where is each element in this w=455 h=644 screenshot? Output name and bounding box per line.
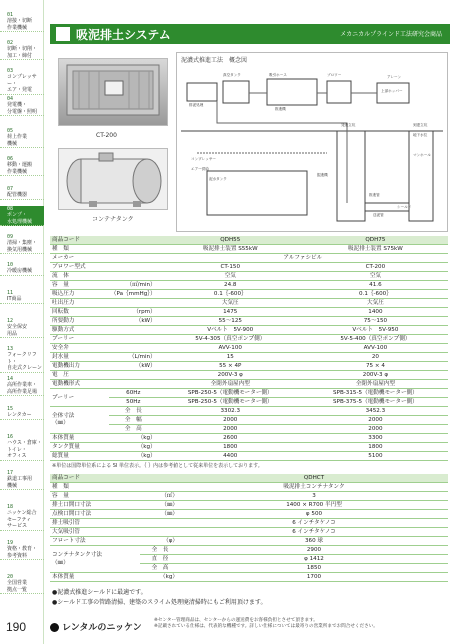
table-cell: SPB-375-5（電動機モーター側） xyxy=(303,398,448,407)
row-unit: 全 幅 xyxy=(109,416,158,425)
row-label: タンク質量 xyxy=(50,443,109,452)
row-label: 点検口開口寸法 xyxy=(50,510,140,519)
company-logo xyxy=(50,620,142,633)
table-cell: 吸泥排土装置 S55kW xyxy=(158,245,303,254)
row-label: 排土吸引管 xyxy=(50,519,140,528)
row-unit: （kg） xyxy=(140,573,180,582)
table-cell: φ 500 xyxy=(180,510,448,519)
diagram-label: 推進機 xyxy=(275,107,286,111)
sidebar-item-18[interactable] xyxy=(0,504,44,531)
diagram-label: コンプレッサー xyxy=(191,157,216,161)
sidebar-item-label: ニッケン総合 セーフティ サービス xyxy=(7,510,37,530)
table-row xyxy=(50,573,448,582)
table-row xyxy=(50,528,448,537)
sidebar-item-number: 06 xyxy=(7,156,14,162)
table-cell: 75～150 xyxy=(303,317,448,326)
table-cell: 空気 xyxy=(303,272,448,281)
table-cell: 全閉外扇屋内型 xyxy=(158,380,303,389)
table-row xyxy=(50,344,448,353)
sidebar-item-number: 08 xyxy=(7,206,14,212)
row-unit: （kg） xyxy=(109,443,158,452)
diagram-label: 真空タンク xyxy=(223,73,241,77)
sidebar-item-13[interactable] xyxy=(0,346,44,373)
table-cell: 6 インチタケノコ xyxy=(180,519,448,528)
sidebar-item-number: 13 xyxy=(7,346,14,352)
table-row xyxy=(50,407,448,416)
row-label: 電 圧 xyxy=(50,371,109,380)
table-cell: 吸泥排土装置 S75kW xyxy=(303,245,448,254)
table-row xyxy=(50,362,448,371)
diagram-label: 送泥管 xyxy=(373,213,384,217)
sidebar-item-label: 切断・切削・ 加工・締付 xyxy=(7,46,38,59)
row-label: 所要動力 xyxy=(50,317,109,326)
ct200-caption: CT-200 xyxy=(96,132,117,139)
sidebar-item-label: 資格・教育・ 参考資料 xyxy=(7,546,38,559)
row-label: 流 体 xyxy=(50,272,109,281)
table-row xyxy=(50,308,448,317)
sidebar-item-label: 安全保安 用品 xyxy=(7,324,28,337)
row-label: 駆動方式 xyxy=(50,326,109,335)
sidebar-item-02[interactable] xyxy=(0,40,44,60)
logo-mark-icon xyxy=(50,623,59,632)
table-row xyxy=(50,416,448,425)
row-label: 種 類 xyxy=(50,245,109,254)
table-cell: 200V-3 φ xyxy=(303,371,448,380)
table-cell: 1800 xyxy=(303,443,448,452)
sidebar-item-number: 01 xyxy=(7,12,14,18)
table-row xyxy=(50,434,448,443)
table-cell: 3300 xyxy=(303,434,448,443)
row-label: 本体質量 xyxy=(50,434,109,443)
sidebar-item-label: 鉄道工事用 機械 xyxy=(7,476,33,489)
row-unit xyxy=(140,483,180,492)
page-subtitle: メカニカルプラインド工法研究会商品 xyxy=(340,31,442,38)
sidebar-item-20[interactable] xyxy=(0,574,44,594)
sidebar-item-label: ポンプ・ 水処理機械 xyxy=(7,212,33,225)
sidebar-nav xyxy=(0,0,44,644)
row-label: 電動機出力 xyxy=(50,362,109,371)
table-cell: 2900 xyxy=(180,546,448,555)
table-cell: 2600 xyxy=(158,434,303,443)
header-cell: QDH75 xyxy=(303,236,448,245)
diagram-title: 泥濃式推進工法 概念図 xyxy=(181,57,248,64)
table-cell: SPB-315-5（電動機モーター側） xyxy=(303,389,448,398)
footer-note: ※センター管理商品は、センターからの運送費をお客様負担とさせて頂きます。 ※記載されている仕様は、代表的な機種です。詳しい仕様については最寄りの営業所までお問合せください。 xyxy=(154,618,378,629)
row-unit: 全 高 xyxy=(109,425,158,434)
table-row xyxy=(50,272,448,281)
tank-caption: コンテナタンク xyxy=(92,216,134,223)
row-label: 種 類 xyxy=(50,483,140,492)
table-row xyxy=(50,335,448,344)
row-unit xyxy=(140,528,180,537)
table-row xyxy=(50,492,448,501)
sidebar-item-05[interactable] xyxy=(0,128,44,148)
table-cell: 6 インチタケノコ xyxy=(180,528,448,537)
row-label: 吐出圧力 xyxy=(50,299,109,308)
row-label: 本体質量 xyxy=(50,573,140,582)
sidebar-item-label: 荷上作業 機械 xyxy=(7,134,28,147)
sidebar-item-number: 14 xyxy=(7,376,14,382)
method-diagram xyxy=(176,52,448,232)
sidebar-item-03[interactable] xyxy=(0,68,44,95)
header-cell: QDHCT xyxy=(180,474,448,483)
table-header-row xyxy=(50,236,448,245)
sidebar-item-12[interactable] xyxy=(0,318,44,338)
row-label: プーリー xyxy=(50,389,109,407)
spec-table-qdh xyxy=(50,236,448,461)
row-label: 排土口開口寸法 xyxy=(50,501,140,510)
table-cell: SPB-250-5（電動機モーター側） xyxy=(158,398,303,407)
table-cell: 吸泥排土コンテナタンク xyxy=(180,483,448,492)
row-unit: 50Hz xyxy=(109,398,158,407)
table-cell: SPB-250-5（電動機モーター側） xyxy=(158,389,303,398)
row-unit xyxy=(109,344,158,353)
container-tank-photo xyxy=(58,148,168,210)
table-cell: 1850 xyxy=(180,564,448,573)
table-row xyxy=(50,443,448,452)
table-header-row xyxy=(50,474,448,483)
table-row xyxy=(50,254,448,263)
sidebar-item-01[interactable] xyxy=(0,12,44,32)
diagram-label: 掘進機 xyxy=(317,173,328,177)
table-row xyxy=(50,398,448,407)
sidebar-item-17[interactable] xyxy=(0,470,44,490)
page-number: 190 xyxy=(6,620,27,634)
table-cell: Vベルト 5V-900 xyxy=(158,326,303,335)
row-unit: （L/min） xyxy=(109,353,158,362)
sidebar-item-number: 03 xyxy=(7,68,14,74)
header-cell: 商品コード xyxy=(50,474,180,483)
blower-unit-illustration xyxy=(59,59,167,125)
sidebar-item-16[interactable] xyxy=(0,434,44,461)
sidebar-item-label: 溶接・切断 作業機械 xyxy=(7,18,33,31)
table-cell: AVV-100 xyxy=(158,344,303,353)
sidebar-item-number: 19 xyxy=(7,540,14,546)
row-label: 封水量 xyxy=(50,353,109,362)
table-row xyxy=(50,452,448,461)
row-unit: （kg） xyxy=(109,452,158,461)
table-row xyxy=(50,501,448,510)
diagram-label: 排泥処理 xyxy=(189,103,204,107)
table-cell: 全閉外扇屋内型 xyxy=(303,380,448,389)
diagram-label: 上部ホッパー xyxy=(381,89,403,93)
table-cell: 2000 xyxy=(158,416,303,425)
row-unit xyxy=(109,380,158,389)
sidebar-item-06[interactable] xyxy=(0,156,44,176)
sidebar-item-label: コンプレッサー・ エア・発電 xyxy=(7,74,37,94)
table-row xyxy=(50,371,448,380)
row-label: ブロワー型式 xyxy=(50,263,109,272)
row-unit xyxy=(109,263,158,272)
table-cell: 5100 xyxy=(303,452,448,461)
row-label: メーカー xyxy=(50,254,109,263)
sidebar-item-number: 18 xyxy=(7,504,14,510)
diagram-label: エアー供給 xyxy=(191,167,209,171)
sidebar-item-label: フォークリフト・ 自走式クレーン xyxy=(7,352,42,372)
table-cell: 大気圧 xyxy=(158,299,303,308)
sidebar-item-number: 17 xyxy=(7,470,14,476)
row-unit: 60Hz xyxy=(109,389,158,398)
sidebar-item-number: 02 xyxy=(7,40,14,46)
table-cell: 15 xyxy=(158,353,303,362)
row-unit: （㎜） xyxy=(140,510,180,519)
sidebar-item-number: 05 xyxy=(7,128,14,134)
sidebar-item-label: 清掃・集塵・ 換気用機械 xyxy=(7,240,38,253)
sidebar-item-label: 冷暖房機械 xyxy=(7,268,33,275)
table-cell: 1800 xyxy=(158,443,303,452)
sidebar-item-label: レンタカー xyxy=(7,412,32,419)
row-label: 大気吸引管 xyxy=(50,528,140,537)
feature-bullet-2: ●シールド工事の管路清掃、建築のスライム処理廃清掃時にもご利用頂けます。 xyxy=(52,599,267,606)
diagram-label: 発進立坑 xyxy=(341,123,356,127)
table-cell: 3452.3 xyxy=(303,407,448,416)
row-unit: 全 長 xyxy=(109,407,158,416)
sidebar-item-label: 移動・運搬 作業機械 xyxy=(7,162,33,175)
row-unit xyxy=(109,254,158,263)
table-row xyxy=(50,326,448,335)
table-cell: φ 1412 xyxy=(180,555,448,564)
sidebar-item-15[interactable] xyxy=(0,406,44,420)
sidebar-item-label: 発電機・ 分電盤・照明 xyxy=(7,102,38,115)
sidebar-item-number: 07 xyxy=(7,186,14,192)
row-unit: （㎥） xyxy=(140,492,180,501)
table-cell: 2000 xyxy=(303,425,448,434)
table-cell: CT-150 xyxy=(158,263,303,272)
table-cell: CT-200 xyxy=(303,263,448,272)
row-unit: （㎜） xyxy=(140,501,180,510)
row-unit: （kW） xyxy=(109,362,158,371)
sidebar-item-label: 高所作業車・ 高所作業足場 xyxy=(7,382,38,395)
row-unit xyxy=(109,326,158,335)
table-cell: 24.8 xyxy=(158,281,303,290)
row-label: 容 量 xyxy=(50,281,109,290)
diagram-label: ブロワー xyxy=(327,73,342,77)
table-cell: 1400 × R700 半円型 xyxy=(180,501,448,510)
row-unit: （㎥/min） xyxy=(109,281,158,290)
row-label: 容 量 xyxy=(50,492,140,501)
sidebar-item-number: 09 xyxy=(7,234,14,240)
diagram-label: 泥水タンク xyxy=(209,177,227,181)
table-cell: 360 球 xyxy=(180,537,448,546)
table-row xyxy=(50,245,448,254)
table-cell: 1700 xyxy=(180,573,448,582)
row-unit: （kg） xyxy=(109,434,158,443)
diagram-label: 地下水位 xyxy=(413,133,428,137)
row-unit: （Pa｛mmHg｝） xyxy=(110,291,156,297)
table-cell: 0.1｛-600｝ xyxy=(158,290,303,299)
table-cell: 5V-5-400（真空ポンプ側） xyxy=(303,335,448,344)
units-note: ※単位は国際単位系による SI 単位表示。｛ ｝内は参考値として従来単位を表示しております。 xyxy=(52,463,263,469)
table-row xyxy=(50,510,448,519)
table-cell: 2000 xyxy=(158,425,303,434)
page-header xyxy=(50,24,450,44)
diagram-label: 到達立坑 xyxy=(413,123,428,127)
sidebar-item-label: IT商品 xyxy=(7,296,22,303)
row-label: 総質量 xyxy=(50,452,109,461)
tank-illustration xyxy=(59,149,167,209)
table-cell: 3 xyxy=(180,492,448,501)
row-unit: 直 径 xyxy=(140,555,180,564)
sidebar-item-10[interactable] xyxy=(0,262,44,276)
sidebar-item-19[interactable] xyxy=(0,540,44,560)
sidebar-item-08[interactable] xyxy=(0,206,44,226)
diagram-label: 吸引ホース xyxy=(269,73,287,77)
row-label: 電動機形式 xyxy=(50,380,109,389)
row-unit xyxy=(109,272,158,281)
table-cell: 大気圧 xyxy=(303,299,448,308)
table-row xyxy=(50,281,448,290)
sidebar-item-number: 15 xyxy=(7,406,14,412)
sidebar-item-04[interactable] xyxy=(0,96,44,116)
sidebar-item-14[interactable] xyxy=(0,376,44,396)
diagram-label: シールド xyxy=(397,205,412,209)
table-cell: 75 × 4 xyxy=(303,362,448,371)
table-cell: 2000 xyxy=(303,416,448,425)
spec-table-qdhct xyxy=(50,474,448,582)
row-unit xyxy=(109,245,158,254)
sidebar-item-09[interactable] xyxy=(0,234,44,254)
row-label: 吸込圧力 xyxy=(50,290,109,299)
sidebar-item-number: 10 xyxy=(7,262,14,268)
table-cell: 空気 xyxy=(158,272,303,281)
table-row xyxy=(50,290,448,299)
row-label: 全体寸法 （㎜） xyxy=(50,407,109,434)
row-unit: （rpm） xyxy=(109,308,158,317)
ct200-photo xyxy=(58,58,168,126)
table-cell: アルファシビル xyxy=(158,254,448,263)
row-label: コンテナタンク寸法 （㎜） xyxy=(50,546,140,573)
sidebar-item-07[interactable] xyxy=(0,186,44,200)
table-row xyxy=(50,537,448,546)
diagram-label: 推進管 xyxy=(369,193,380,197)
row-unit: （kW） xyxy=(109,317,158,326)
sidebar-item-number: 16 xyxy=(7,434,14,440)
header-cell: QDH55 xyxy=(158,236,303,245)
sidebar-item-number: 12 xyxy=(7,318,14,324)
page-title: 吸泥排土システム xyxy=(76,28,171,42)
sidebar-item-number: 04 xyxy=(7,96,14,102)
table-row xyxy=(50,483,448,492)
row-unit: （φ） xyxy=(140,537,180,546)
header-cell: 商品コード xyxy=(50,236,158,245)
table-cell: 5V-4-305（真空ポンプ側） xyxy=(158,335,303,344)
table-cell: 1400 xyxy=(303,308,448,317)
table-cell: 41.6 xyxy=(303,281,448,290)
row-unit xyxy=(109,335,158,344)
diagram-label: マンホール xyxy=(413,153,431,157)
table-cell: Vベルト 5V-950 xyxy=(303,326,448,335)
table-row xyxy=(50,263,448,272)
sidebar-item-number: 11 xyxy=(7,290,14,296)
table-row xyxy=(50,380,448,389)
sidebar-item-11[interactable] xyxy=(0,290,44,304)
sidebar-item-label: 全国営業 拠点一覧 xyxy=(7,580,28,593)
row-label: プーリー xyxy=(50,335,109,344)
row-unit: 全 長 xyxy=(140,546,180,555)
header-square-icon xyxy=(56,27,70,41)
table-row xyxy=(50,425,448,434)
table-cell: 4400 xyxy=(158,452,303,461)
row-label: フロート寸法 xyxy=(50,537,140,546)
row-label: 回転数 xyxy=(50,308,109,317)
row-label: 安全弁 xyxy=(50,344,109,353)
table-cell: 3302.3 xyxy=(158,407,303,416)
table-cell: 1475 xyxy=(158,308,303,317)
sidebar-item-label: ハウス・倉庫・ トイレ・ オフィス xyxy=(7,440,42,460)
table-row xyxy=(50,299,448,308)
sidebar-item-label: 配管機器 xyxy=(7,192,28,199)
table-row xyxy=(50,389,448,398)
diagram-label: アレーン xyxy=(387,75,402,79)
row-unit xyxy=(140,519,180,528)
table-cell: AVV-100 xyxy=(303,344,448,353)
table-row xyxy=(50,317,448,326)
table-cell: 200V-3 φ xyxy=(158,371,303,380)
table-row xyxy=(50,519,448,528)
table-cell: 55 × 4P xyxy=(158,362,303,371)
row-unit xyxy=(109,371,158,380)
table-cell: 55～125 xyxy=(158,317,303,326)
logo-text: レンタルのニッケン xyxy=(62,623,142,633)
row-unit: 全 高 xyxy=(140,564,180,573)
table-cell: 20 xyxy=(303,353,448,362)
sidebar-item-number: 20 xyxy=(7,574,14,580)
table-cell: 0.1｛-600｝ xyxy=(303,290,448,299)
table-row xyxy=(50,546,448,555)
table-row xyxy=(50,353,448,362)
feature-bullet-1: ●泥濃式推進シールドに最適です。 xyxy=(52,589,147,596)
row-unit xyxy=(109,299,158,308)
